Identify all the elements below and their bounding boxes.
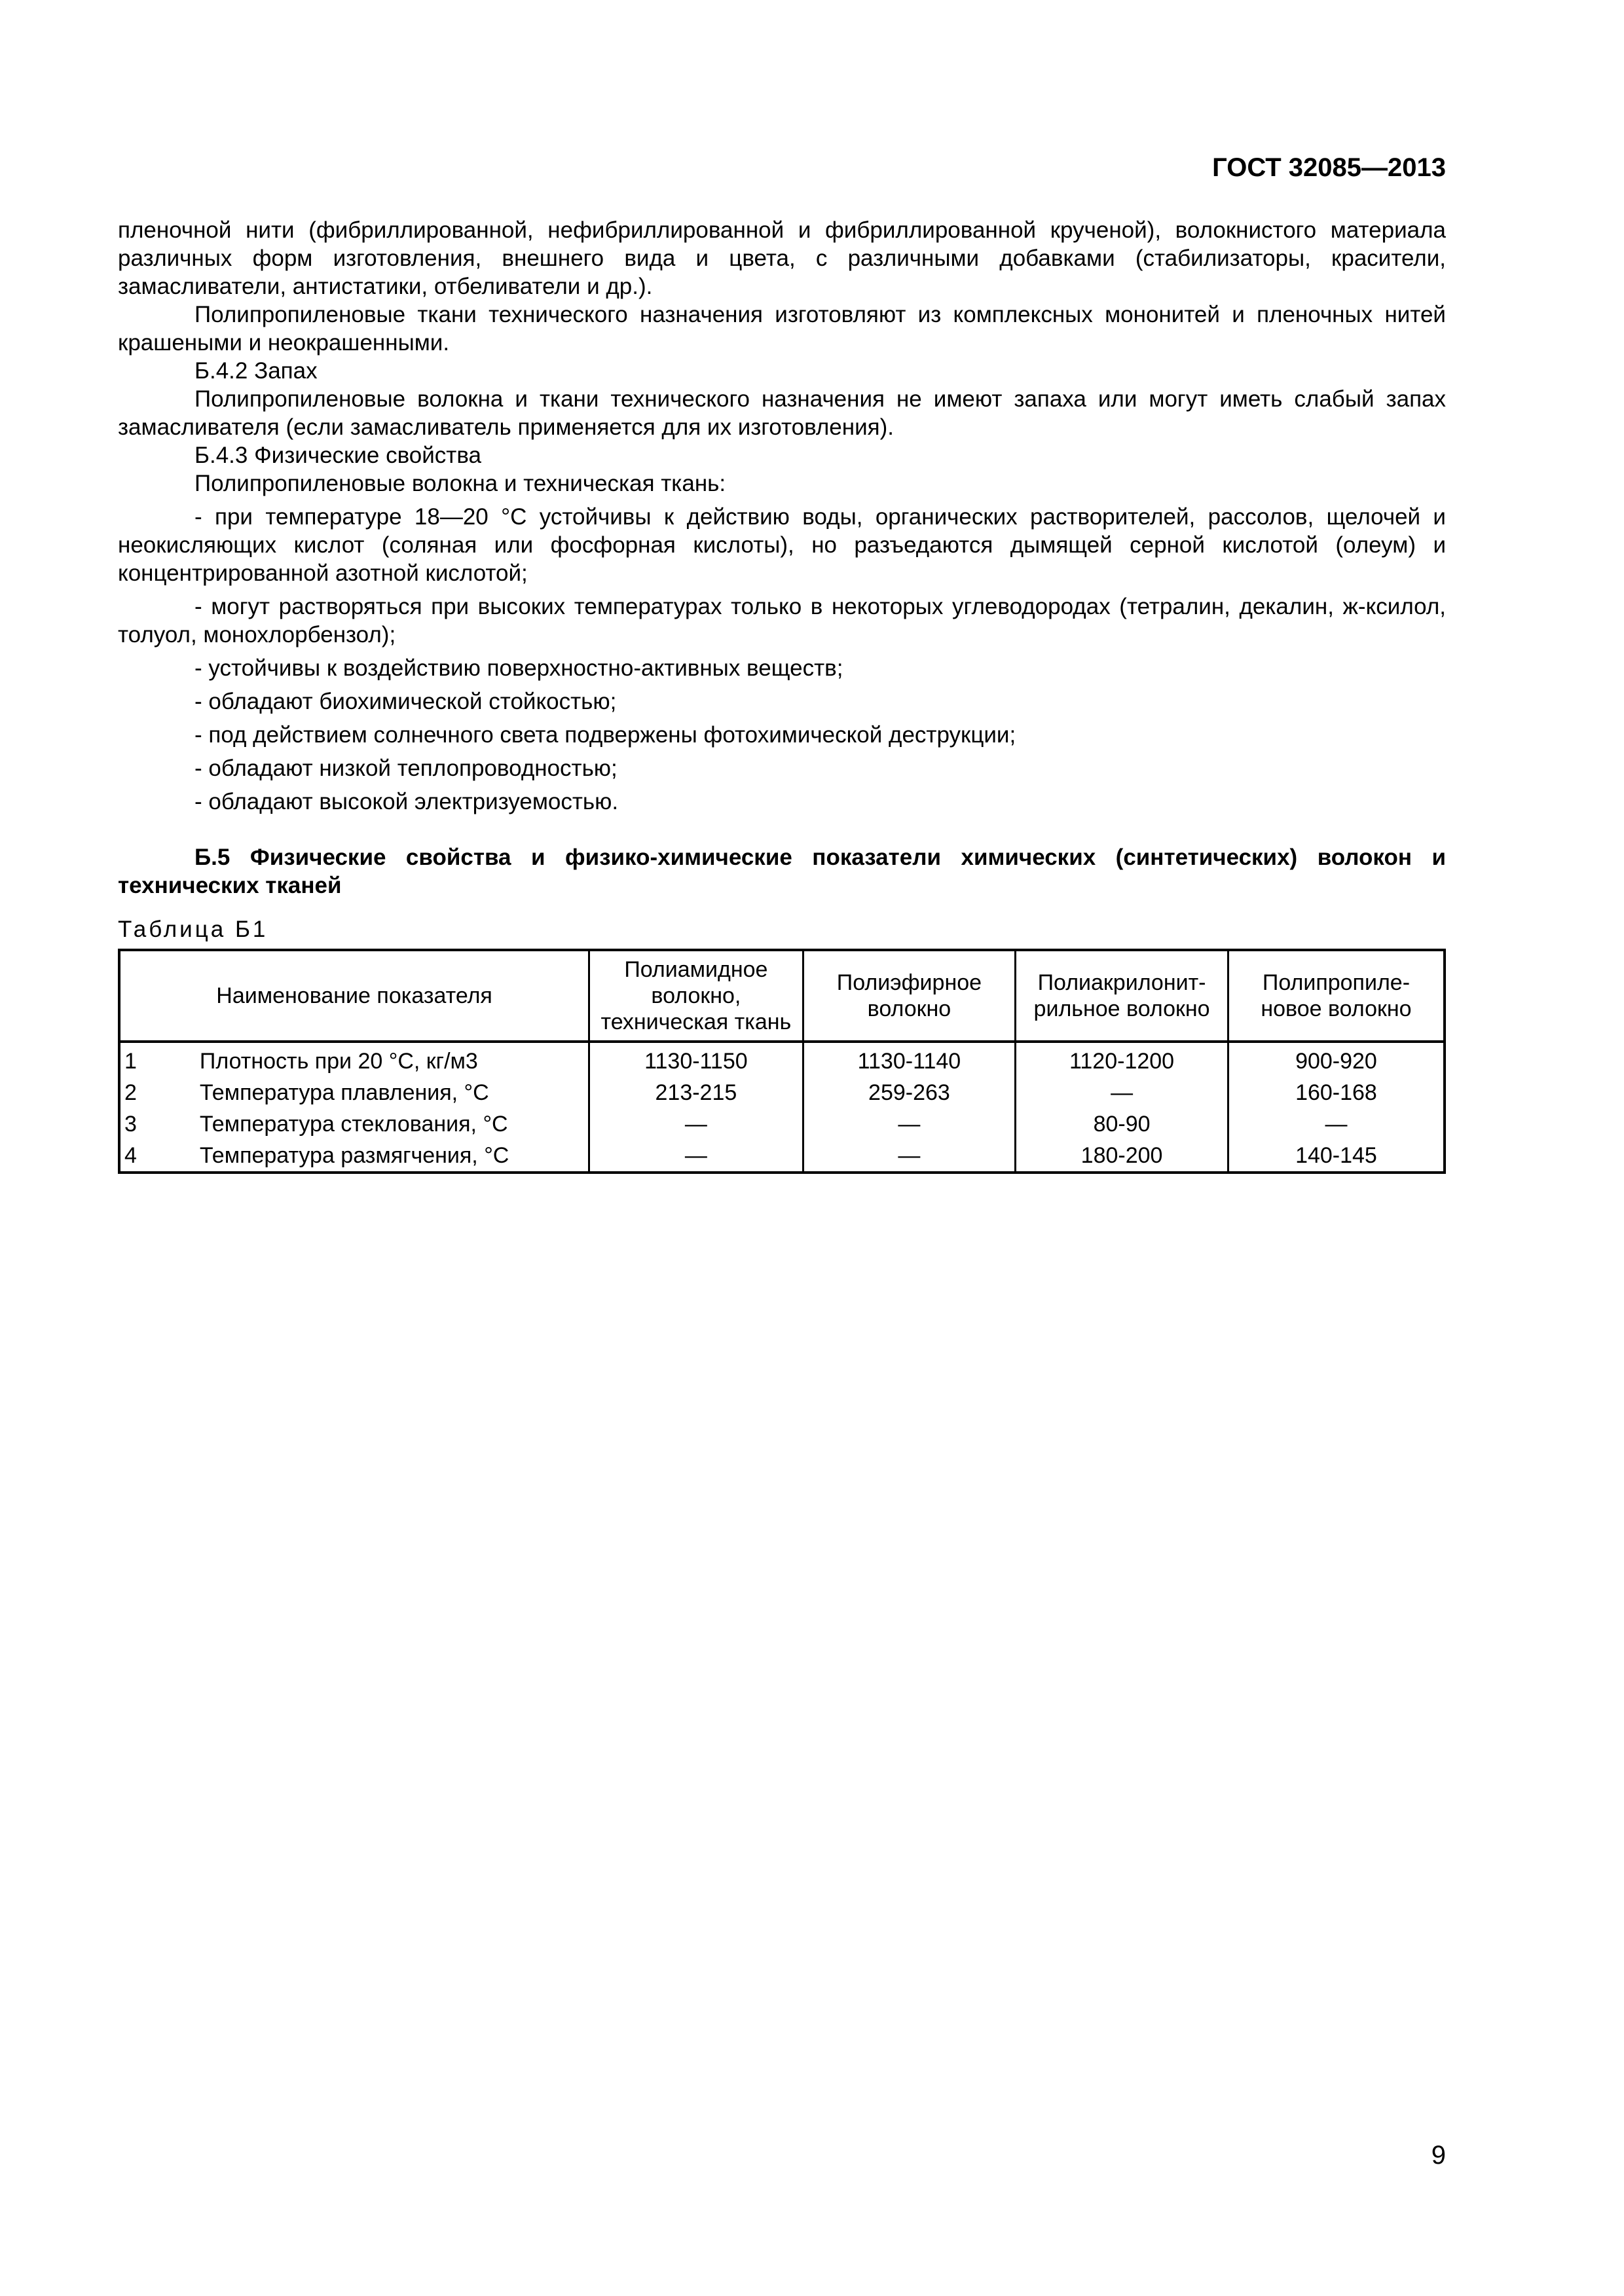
- column-header: Полипропиле-новое волокно: [1228, 950, 1445, 1042]
- row-name: Плотность при 20 °С, кг/м3: [199, 1049, 478, 1074]
- table-cell: 80-90: [1016, 1108, 1228, 1140]
- list-item: - могут растворяться при высоких температурах только в некоторых углеводородах (тетралин, декалин, ж-ксилол, толуол, монохлорбензол);: [118, 594, 1446, 647]
- paragraph: Полипропиленовые волокна и техническая ткань:: [194, 471, 726, 496]
- table-cell: 1120-1200: [1016, 1042, 1228, 1077]
- table-cell: —: [1016, 1077, 1228, 1108]
- row-number: 4: [124, 1143, 137, 1168]
- table-cell: —: [803, 1108, 1016, 1140]
- table-cell: 213-215: [589, 1077, 803, 1108]
- list-item: - устойчивы к воздействию поверхностно-активных веществ;: [194, 655, 843, 681]
- list-item: - под действием солнечного света подвержены фотохимической деструкции;: [194, 722, 1016, 748]
- row-label-cell: [119, 1042, 589, 1077]
- row-label-cell: [119, 1077, 589, 1108]
- row-number: 3: [124, 1112, 137, 1137]
- paragraph: Полипропиленовые ткани технического назначения изготовляют из комплексных мононитей и пленочных нитей крашеными и неокрашенными.: [118, 302, 1446, 355]
- list-item: - обладают высокой электризуемостью.: [194, 789, 619, 814]
- page-number: 9: [1431, 2141, 1446, 2170]
- table-row: [119, 1108, 1445, 1140]
- table-row: [119, 1042, 1445, 1077]
- list-item: - обладают биохимической стойкостью;: [194, 689, 617, 714]
- table-header-row: [119, 950, 1445, 1042]
- row-number: 1: [124, 1049, 137, 1074]
- row-name: Температура размягчения, °С: [199, 1143, 509, 1168]
- row-name: Температура плавления, °С: [199, 1080, 489, 1105]
- section-heading-b5: Б.5 Физические свойства и физико-химические показатели химических (синтетических) волокон и технических тканей: [118, 845, 1446, 898]
- paragraph: Полипропиленовые волокна и ткани технического назначения не имеют запаха или могут иметь слабый запах замасливателя (если замасливатель применяется для их изготовления).: [118, 386, 1446, 440]
- list-item: - обладают низкой теплопроводностью;: [194, 756, 618, 781]
- table-cell: —: [589, 1140, 803, 1173]
- row-number: 2: [124, 1080, 137, 1105]
- table-cell: —: [1228, 1108, 1445, 1140]
- paragraph: пленочной нити (фибриллированной, нефибриллированной и фибриллированной крученой), волокнистого материала различных форм изготовления, внешнего вида и цвета, с различными добавками (стабилизаторы, красители, замасливатели, антистатики, отбеливатели и др.).: [118, 217, 1446, 299]
- properties-table: [118, 949, 1446, 1174]
- row-label-cell: [119, 1108, 589, 1140]
- table-cell: 1130-1150: [589, 1042, 803, 1077]
- column-header: Полиамидное волокно, техническая ткань: [589, 950, 803, 1042]
- table-cell: 140-145: [1228, 1140, 1445, 1173]
- column-header: Наименование показателя: [119, 950, 589, 1042]
- table-cell: —: [803, 1140, 1016, 1173]
- column-header: Полиэфирное волокно: [803, 950, 1016, 1042]
- table-cell: —: [589, 1108, 803, 1140]
- table-row: [119, 1077, 1445, 1108]
- table-cell: 1130-1140: [803, 1042, 1016, 1077]
- row-label-cell: [119, 1140, 589, 1173]
- row-name: Температура стеклования, °С: [199, 1112, 508, 1137]
- document-body: [118, 216, 1446, 1174]
- table-cell: 900-920: [1228, 1042, 1445, 1077]
- column-header: Полиакрилонит-рильное волокно: [1016, 950, 1228, 1042]
- table-cell: 180-200: [1016, 1140, 1228, 1173]
- subsection-heading: Б.4.2 Запах: [194, 358, 318, 384]
- subsection-heading: Б.4.3 Физические свойства: [194, 443, 481, 468]
- table-cell: 259-263: [803, 1077, 1016, 1108]
- document-code-header: ГОСТ 32085—2013: [1212, 153, 1446, 182]
- table-row: [119, 1140, 1445, 1173]
- list-item: - при температуре 18—20 °С устойчивы к действию воды, органических растворителей, рассолов, щелочей и неокисляющих кислот (соляная или фосфорная кислоты), но разъедаются дымящей серной кислотой (олеум) и концентрированной азотной кислотой;: [118, 504, 1446, 586]
- table-caption: Таблица Б1: [118, 917, 268, 942]
- table-cell: 160-168: [1228, 1077, 1445, 1108]
